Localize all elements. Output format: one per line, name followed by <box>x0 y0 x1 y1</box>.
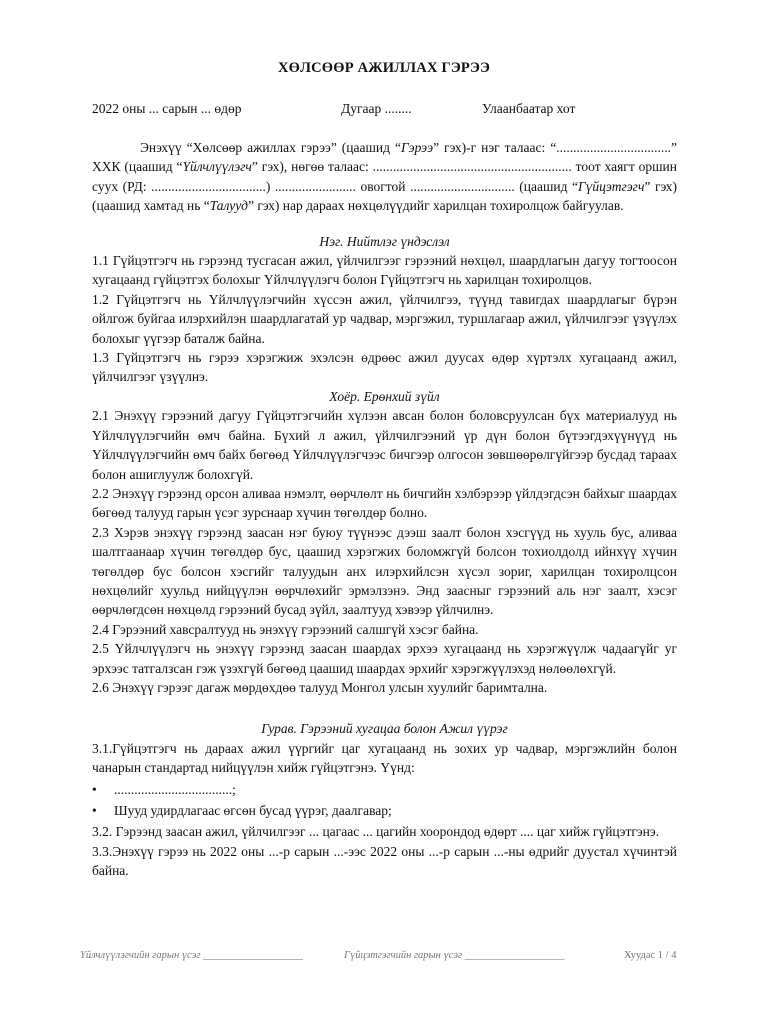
clause-2-6: 2.6 Энэхүү гэрээг дагаж мөрдөхдөө талууд Монгол улсын хуулийг баримтална. <box>92 679 548 695</box>
clause-1-2: 1.2 Гүйцэтгэгч нь Үйлчлүүлэгчийн хүссэн ажил, үйлчилгээ, түүнд тавигдах шаардлагыг бүрэн ойлгож буйгаа илэрхийлэн шаардлагатай ур чадвар, мэргэжил, туршлагаар ажил, үйлчилгээг үзүүлэх болохыг үүгээр баталж байна. <box>92 291 677 346</box>
list-item <box>92 780 677 799</box>
contract-number: Дугаар ........ <box>341 101 412 116</box>
document-body <box>92 138 677 881</box>
clause-1-3: 1.3 Гүйцэтгэгч нь гэрээ хэрэгжиж эхэлсэн өдрөөс ажил дуусах өдөр хүртэлх хугацаанд ажил, үйлчилгээг үзүүлнэ. <box>92 350 677 385</box>
page-footer <box>80 950 700 966</box>
clause-2-1: 2.1 Энэхүү гэрээний дагуу Гүйцэтгэгчийн хүлээн авсан болон боловсруулсан бүх материалууд нь Үйлчлүүлэгчийн өмч байна. Бүхий л ажил, үйлчилгээний үр дүн болон бүтээгдэхүүнүүд нь Үйлчлүүлэгчийн өмч байх бөгөөд Үйлчлүүлэгчээс бичгээр олгосон зөвшөөрөлгүйгээр бусдад тараах болон ашиглуулж болохгүй. <box>92 408 677 482</box>
bullet-icon: • <box>92 781 97 797</box>
clause-2-3: 2.3 Хэрэв энэхүү гэрээнд заасан нэг буюу түүнээс дээш заалт болон хэсгүүд нь хууль бус, аливаа шалтгаанаар хүчин төгөлдөр бус, цаашид хэрэгжих боломжгүй болсон тохиолдолд ийнхүү хүчин төгөлдөр бус болсон хэсгийг талуудын анх илэрхийлсэн хүсэл зориг, харилцан тохиролцсон нөхцөлийг хуульд нийцүүлэн өөрчлөхийг эрмэлзэнэ. Энд заасныг гэрээний аль нэг заалт, хэсэг өөрчлөгдсөн нөхцөлд гэрээний бусад зүйл, заалтууд хэвээр үйлчилнэ. <box>92 524 677 618</box>
section-one-title: Нэг. Нийтлэг үндэслэл <box>319 233 450 249</box>
section-three-title: Гурав. Гэрээний хугацаа болон Ажил үүрэг <box>261 721 508 737</box>
contractor-signature-line: Гүйцэтгэгчийн гарын үсэг ___________________ <box>344 950 565 961</box>
list-item-text: ...................................; <box>114 781 236 797</box>
section-two-title: Хоёр. Ерөнхий зүйл <box>329 388 440 404</box>
list-item-text: Шууд удирдлагаас өгсөн бусад үүрэг, даалгавар; <box>114 803 392 818</box>
page-number: Хуудас 1 / 4 <box>624 950 677 961</box>
document-title: ХӨЛСӨӨР АЖИЛЛАХ ГЭРЭЭ <box>277 60 491 76</box>
bullet-icon: • <box>92 803 97 818</box>
intro-paragraph: Энэхүү “Хөлсөөр ажиллах гэрээ” (цаашид “Гэрээ” гэх)-г нэг талаас: “..................................” ХХК (цаашид “Үйлчлүүлэгч” гэх), нөгөө талаас: ........................................................... тоот хаягт оршин суух (РД: ..................................) ........................ овогтой ............................... (цаашид “Гүйцэтгэгч” гэх) (цаашид хамтад нь “Талууд” гэх) нар дараах нөхцөлүүдийг харилцан тохиролцож байгуулав. <box>92 140 677 214</box>
contract-date: 2022 оны ... сарын ... өдөр <box>92 101 242 116</box>
clause-2-5: 2.5 Үйлчлүүлэгч нь энэхүү гэрээнд заасан шаардах эрхээ хугацаанд нь хэрэгжүүлж чадаагүйг уг эрхээс татгалзсан гэж үзэхгүй бөгөөд цаашид шаардах эрхийг хэрэгжүүлэхэд нөлөөлөхгүй. <box>92 641 677 676</box>
contract-city: Улаанбаатар хот <box>482 101 576 116</box>
clause-1-1: 1.1 Гүйцэтгэгч нь гэрээнд тусгасан ажил, үйлчилгээг гэрээний нөхцөл, шаардлагын дагуу тогтоосон хугацаанд гүйцэтгэх болохыг Үйлчлүүлэгч болон Гүйцэтгэгч нь харилцан тохиролцов. <box>92 253 677 288</box>
clause-3-3: 3.3.Энэхүү гэрээ нь 2022 оны ...-р сарын ...-ээс 2022 оны ...-р сарын ...-ны өдрийг дуустал хүчинтэй байна. <box>92 843 677 879</box>
document-header-line <box>92 101 692 119</box>
list-item <box>92 801 677 820</box>
clause-2-2: 2.2 Энэхүү гэрээнд орсон аливаа нэмэлт, өөрчлөлт нь бичгийн хэлбэрээр үйлдэгдсэн байхыг шаардах бөгөөд талууд гарын үсэг зурснаар хүчин төгөлдөр болно. <box>92 485 677 521</box>
clause-2-4: 2.4 Гэрээний хавсралтууд нь энэхүү гэрээний салшгүй хэсэг байна. <box>92 621 479 637</box>
client-signature-line: Үйлчлүүлэгчийн гарын үсэг ___________________ <box>80 950 303 961</box>
clause-3-2: 3.2. Гэрээнд заасан ажил, үйлчилгээг ... цагаас ... цагийн хоорондод өдөрт .... цаг хийж гүйцэтгэнэ. <box>92 824 660 840</box>
clause-3-1: 3.1.Гүйцэтгэгч нь дараах ажил үүргийг цаг хугацаанд нь зохих ур чадвар, мэргэжлийн болон чанарын стандартад нийцүүлэн хийж гүйцэтгэнэ. Үүнд: <box>92 740 677 776</box>
